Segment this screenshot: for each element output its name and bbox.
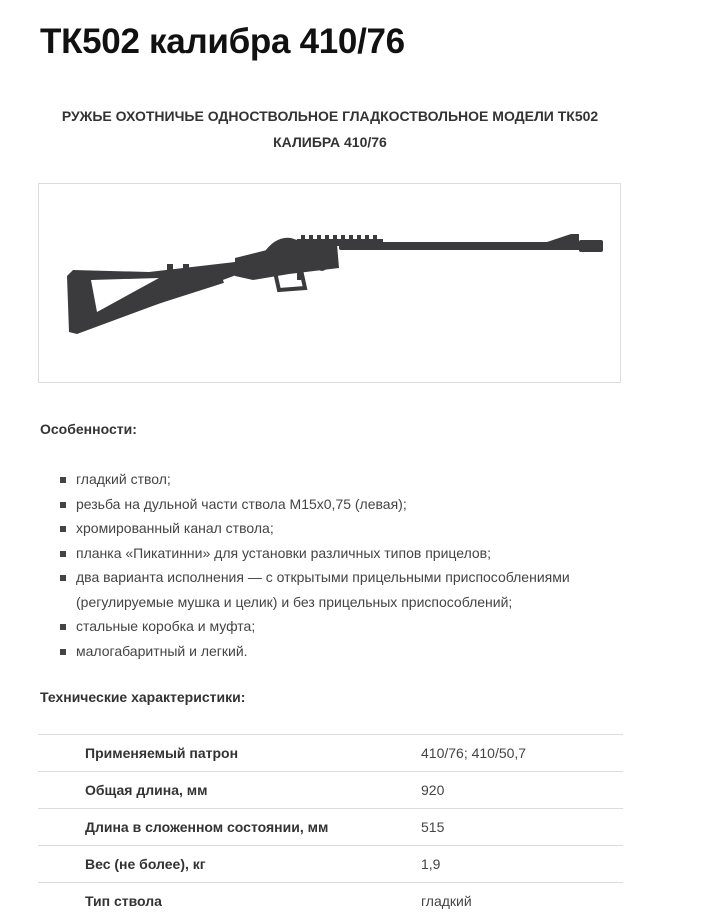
list-item: малогабаритный и легкий. [60, 639, 650, 664]
list-item: резьба на дульной части ствола М15х0,75 (левая); [60, 492, 650, 517]
specs-heading: Технические характеристики: [40, 689, 245, 705]
features-list [60, 467, 650, 663]
features-heading: Особенности: [40, 421, 137, 437]
spec-value: гладкий [421, 883, 623, 919]
shotgun-illustration [39, 184, 622, 384]
spec-value: 920 [421, 772, 623, 809]
product-image [38, 183, 621, 383]
spec-value: 515 [421, 809, 623, 846]
subtitle-line-1: РУЖЬЕ ОХОТНИЧЬЕ ОДНОСТВОЛЬНОЕ ГЛАДКОСТВОЛЬНОЕ МОДЕЛИ ТК502 [38, 103, 622, 129]
spec-value: 410/76; 410/50,7 [421, 735, 623, 772]
page-title: ТК502 калибра 410/76 [40, 22, 405, 62]
spec-label: Общая длина, мм [38, 772, 421, 809]
specs-table [38, 734, 623, 919]
table-row [38, 846, 623, 883]
spec-label: Применяемый патрон [38, 735, 421, 772]
spec-label: Вес (не более), кг [38, 846, 421, 883]
list-item: хромированный канал ствола; [60, 516, 650, 541]
list-item: два варианта исполнения — с открытыми прицельными приспособлениями (регулируемые мушка и целик) и без прицельных приспособлений; [60, 565, 650, 614]
spec-value: 1,9 [421, 846, 623, 883]
table-row [38, 809, 623, 846]
product-subtitle [38, 103, 622, 155]
table-row [38, 735, 623, 772]
list-item: стальные коробка и муфта; [60, 614, 650, 639]
list-item: гладкий ствол; [60, 467, 650, 492]
table-row [38, 772, 623, 809]
spec-label: Длина в сложенном состоянии, мм [38, 809, 421, 846]
spec-label: Тип ствола [38, 883, 421, 919]
list-item: планка «Пикатинни» для установки различных типов прицелов; [60, 541, 650, 566]
subtitle-line-2: КАЛИБРА 410/76 [38, 129, 622, 155]
table-row [38, 883, 623, 919]
